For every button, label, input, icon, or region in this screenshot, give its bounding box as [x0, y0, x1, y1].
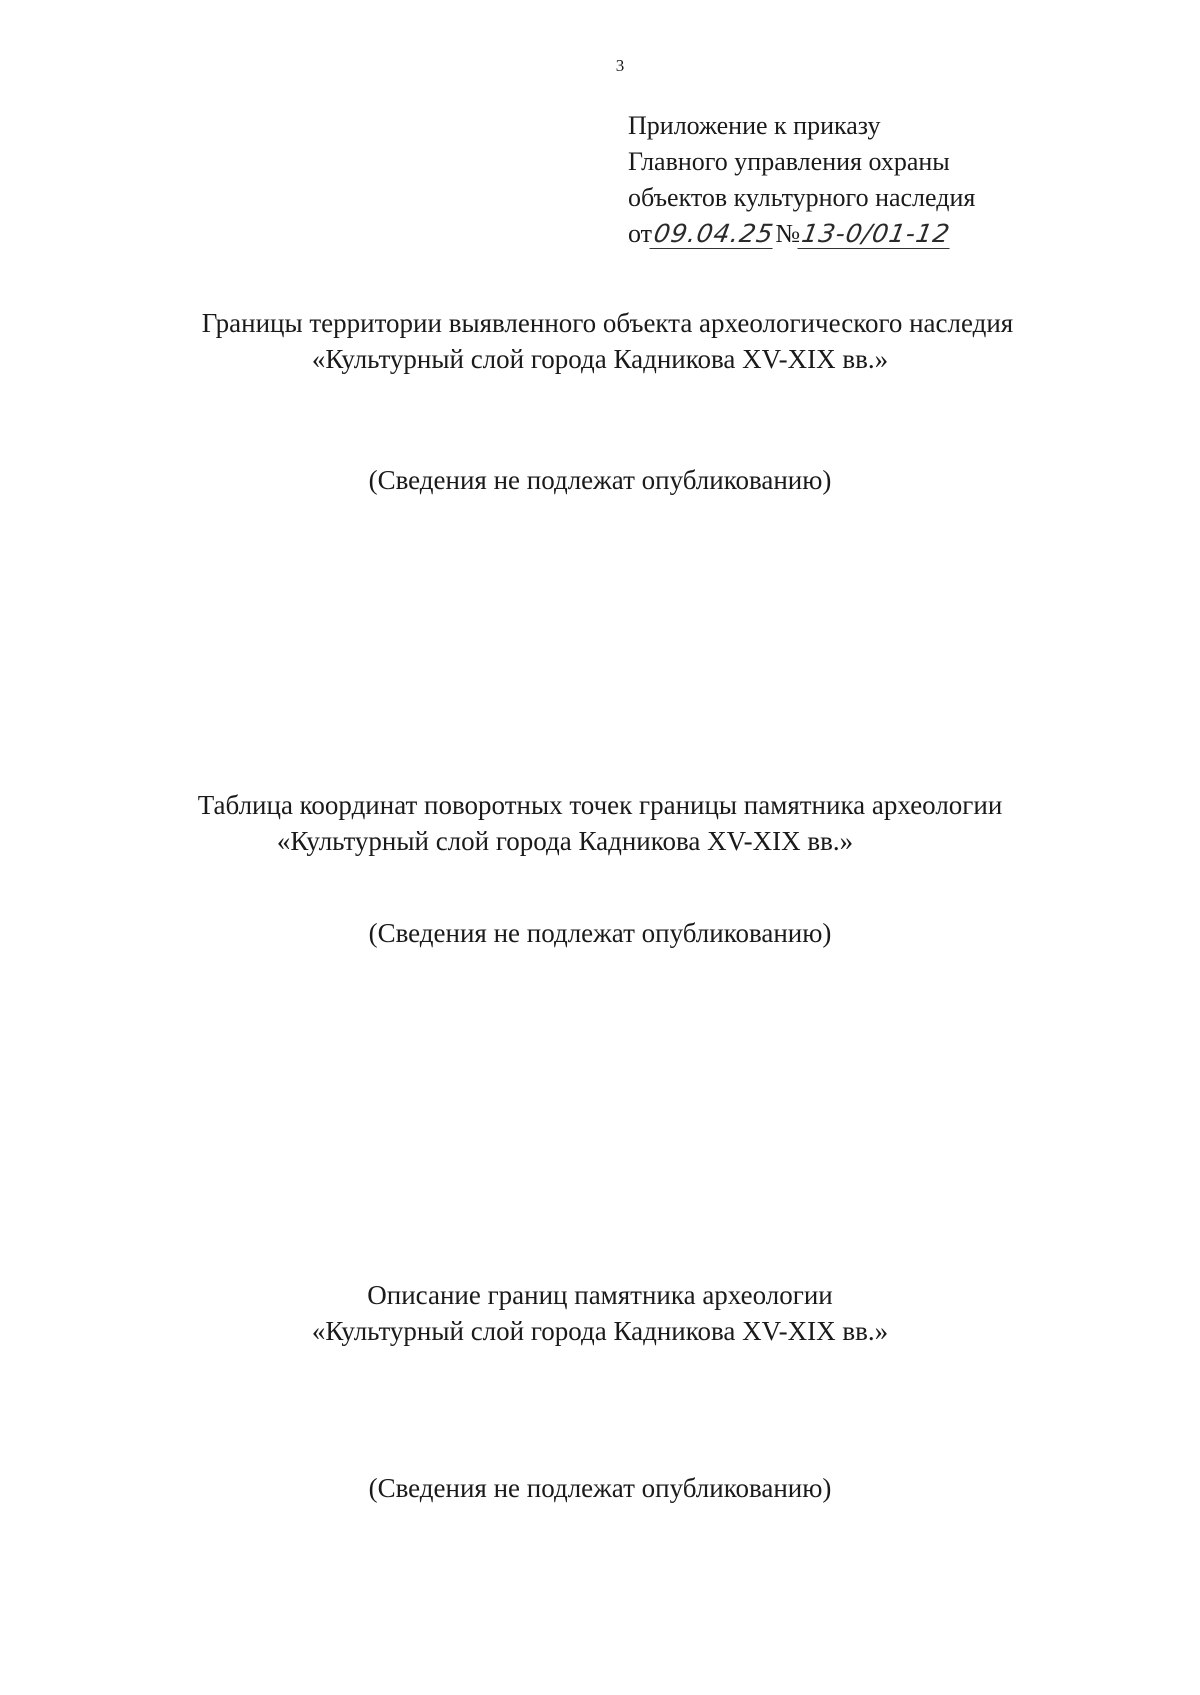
section-territory-boundaries [0, 305, 1200, 377]
number-prefix: № [775, 219, 801, 248]
section-title-line-1: Таблица координат поворотных точек границы памятника археологии [197, 790, 1003, 820]
section-title-line-2: «Культурный слой города Кадникова XV-XIX вв.» [311, 344, 889, 374]
restricted-notice: (Сведения не подлежат опубликованию) [368, 1473, 832, 1503]
appendix-line-2: Главного управления охраны [628, 147, 950, 176]
section-coordinates-table [0, 787, 1200, 859]
appendix-date-line [628, 216, 975, 252]
page-number: 3 [615, 56, 625, 75]
section-title-line-2: «Культурный слой города Кадникова XV-XIX вв.» [276, 826, 854, 856]
handwritten-order-number: 13-0/01-12 [798, 220, 955, 249]
date-prefix: от [628, 219, 653, 248]
restricted-notice: (Сведения не подлежат опубликованию) [368, 918, 832, 948]
section-title-line-1: Описание границ памятника археологии [367, 1280, 833, 1310]
section-boundaries-description [0, 1277, 1200, 1349]
handwritten-date: 09.04.25 [649, 220, 777, 249]
appendix-line-3: объектов культурного наследия [628, 183, 976, 212]
restricted-notice: (Сведения не подлежат опубликованию) [368, 465, 832, 495]
section-title-line-2: «Культурный слой города Кадникова XV-XIX вв.» [311, 1316, 889, 1346]
appendix-header [628, 108, 975, 252]
section-title-line-1: Границы территории выявленного объекта археологического наследия [201, 308, 1014, 338]
appendix-line-1: Приложение к приказу [628, 111, 881, 140]
